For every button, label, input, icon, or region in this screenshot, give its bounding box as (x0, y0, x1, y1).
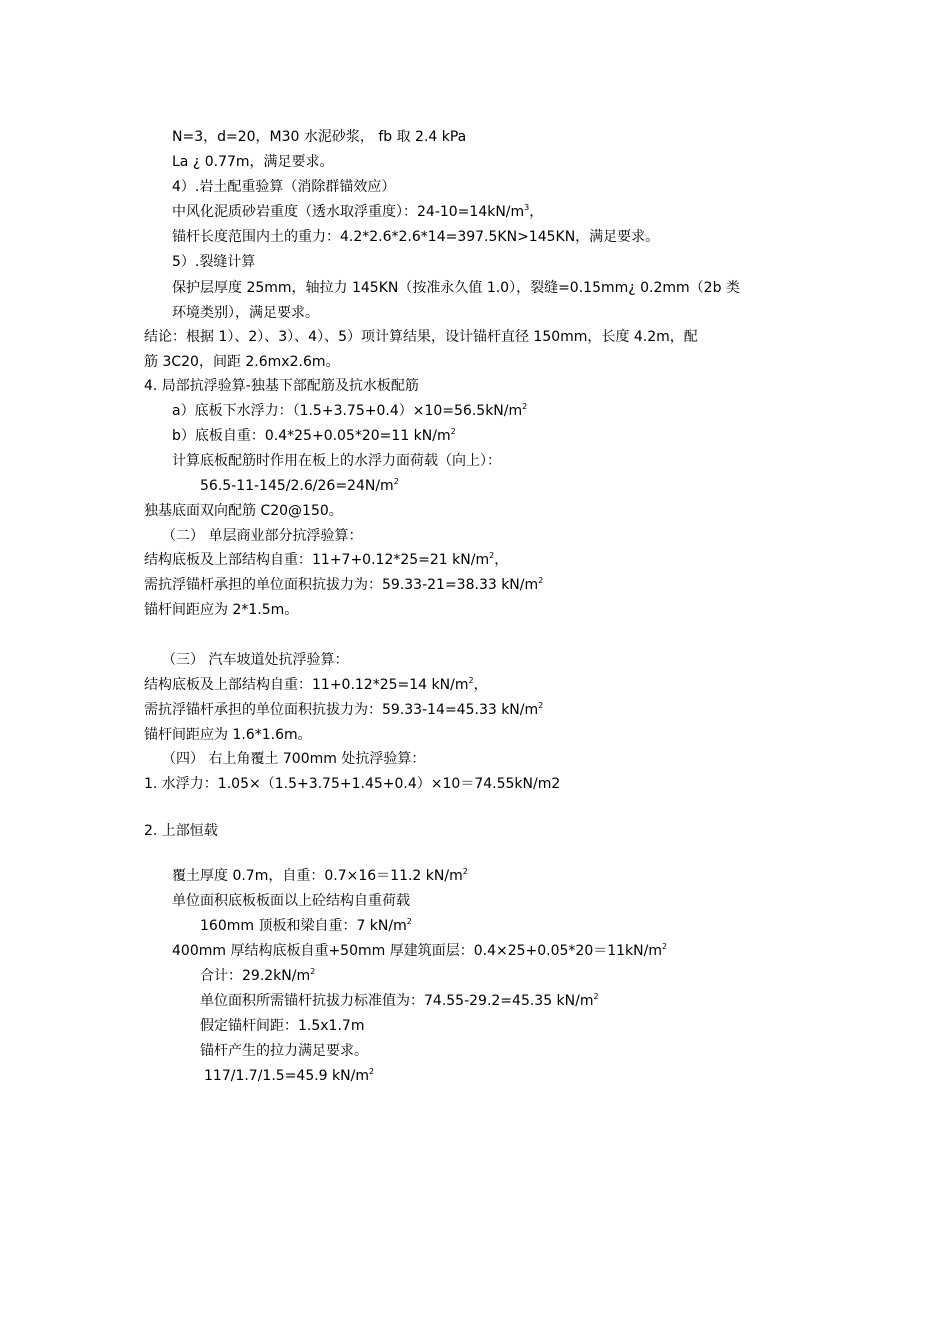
text-line: 合计：$29.2kN/m^2$ (200, 967, 316, 984)
text-line: 单位面积所需锚杆抗拔力标准值为：74.55-29.2=45.35 $kN/m^2$ (200, 992, 599, 1009)
text-line: 160mm 顶板和梁自重：7 $kN/m^2$ (200, 917, 412, 934)
text-line: a）底板下水浮力：$(1.5+3.75+0.4)\times 10=56.5kN/m^2$ (172, 402, 528, 419)
text-line: $56.5-11-145/2.6/26=24N/m^2$ (200, 477, 399, 494)
text-line: 环境类别），满足要求。 (172, 305, 319, 321)
text-line: 4）.岩土配重验算（消除群锚效应） (172, 179, 396, 195)
text-line: 117/1.7/1.5=45.9 $kN/m^2$ (204, 1067, 375, 1084)
text-line: 需抗浮锚杆承担的单位面积抗拔力为：59.33-14=45.33 $kN/m^2$ (144, 701, 544, 718)
text-line: N=3，d=20，M30 水泥砂浆， fb 取 2.4 kPa (172, 129, 467, 145)
section-heading: （四） 右上角覆土 700mm 处抗浮验算： (162, 751, 426, 767)
text-line: 单位面积底板板面以上砼结构自重荷载 (172, 893, 410, 909)
list-item: 1. 水浮力：1.05×（1.5+3.75+1.45+0.4）×10＝74.55kN/m2 (144, 776, 561, 792)
text-line: 独基底面双向配筋 C20@150。 (144, 503, 343, 519)
text-line: 锚杆长度范围内土的重力：4.2*2.6*2.6*14=397.5KN>145KN，满足要求。 (172, 229, 660, 245)
text-line: 结构底板及上部结构自重：11+0.12*25=14 $kN/m^2$， (144, 676, 488, 693)
text-line: 覆土厚度 0.7m，自重：0.7×16＝11.2 $kN/m^2$ (172, 867, 468, 884)
text-line: 假定锚杆间距：1.5x1.7m (200, 1018, 365, 1034)
text-line: 结构底板及上部结构自重：11+7+0.12*25=21 $kN/m^2$， (144, 551, 509, 568)
text-line: 需抗浮锚杆承担的单位面积抗拔力为：59.33-21=38.33 $kN/m^2$ (144, 576, 544, 593)
text-line: 400mm 厚结构底板自重+50mm 厚建筑面层：$0.4\times 25+0.05*20=11kN/m^2$ (172, 942, 668, 959)
text-line: 结论：根据 1）、2）、3）、4）、5）项计算结果，设计锚杆直径 150mm，长度 4.2m，配 (144, 329, 698, 345)
text-line: 中风化泥质砂岩重度（透水取浮重度）：$24-10=14kN/m^3$， (172, 203, 544, 220)
text-line: 筋 3C20，间距 2.6mx2.6m。 (144, 354, 340, 370)
text-line: 锚杆产生的拉力满足要求。 (200, 1043, 368, 1059)
text-line: 保护层厚度 25mm，轴拉力 145KN（按准永久值 1.0），裂缝=0.15mm¿ 0.2mm（2b 类 (172, 280, 740, 296)
list-item: 2. 上部恒载 (144, 823, 218, 839)
text-line: 锚杆间距应为 2*1.5m。 (144, 602, 299, 618)
text-line: b）底板自重：0.4*25+0.05*20=11 $kN/m^2$ (172, 427, 456, 444)
text-line: 锚杆间距应为 1.6*1.6m。 (144, 727, 312, 743)
section-heading: （三） 汽车坡道处抗浮验算： (162, 652, 349, 668)
text-line: 计算底板配筋时作用在板上的水浮力面荷载（向上）： (172, 453, 501, 469)
section-heading: （二） 单层商业部分抗浮验算： (162, 528, 363, 544)
section-heading: 4. 局部抗浮验算-独基下部配筋及抗水板配筋 (144, 378, 419, 394)
text-line: La ¿ 0.77m，满足要求。 (172, 154, 334, 170)
text-line: 5）.裂缝计算 (172, 254, 256, 270)
